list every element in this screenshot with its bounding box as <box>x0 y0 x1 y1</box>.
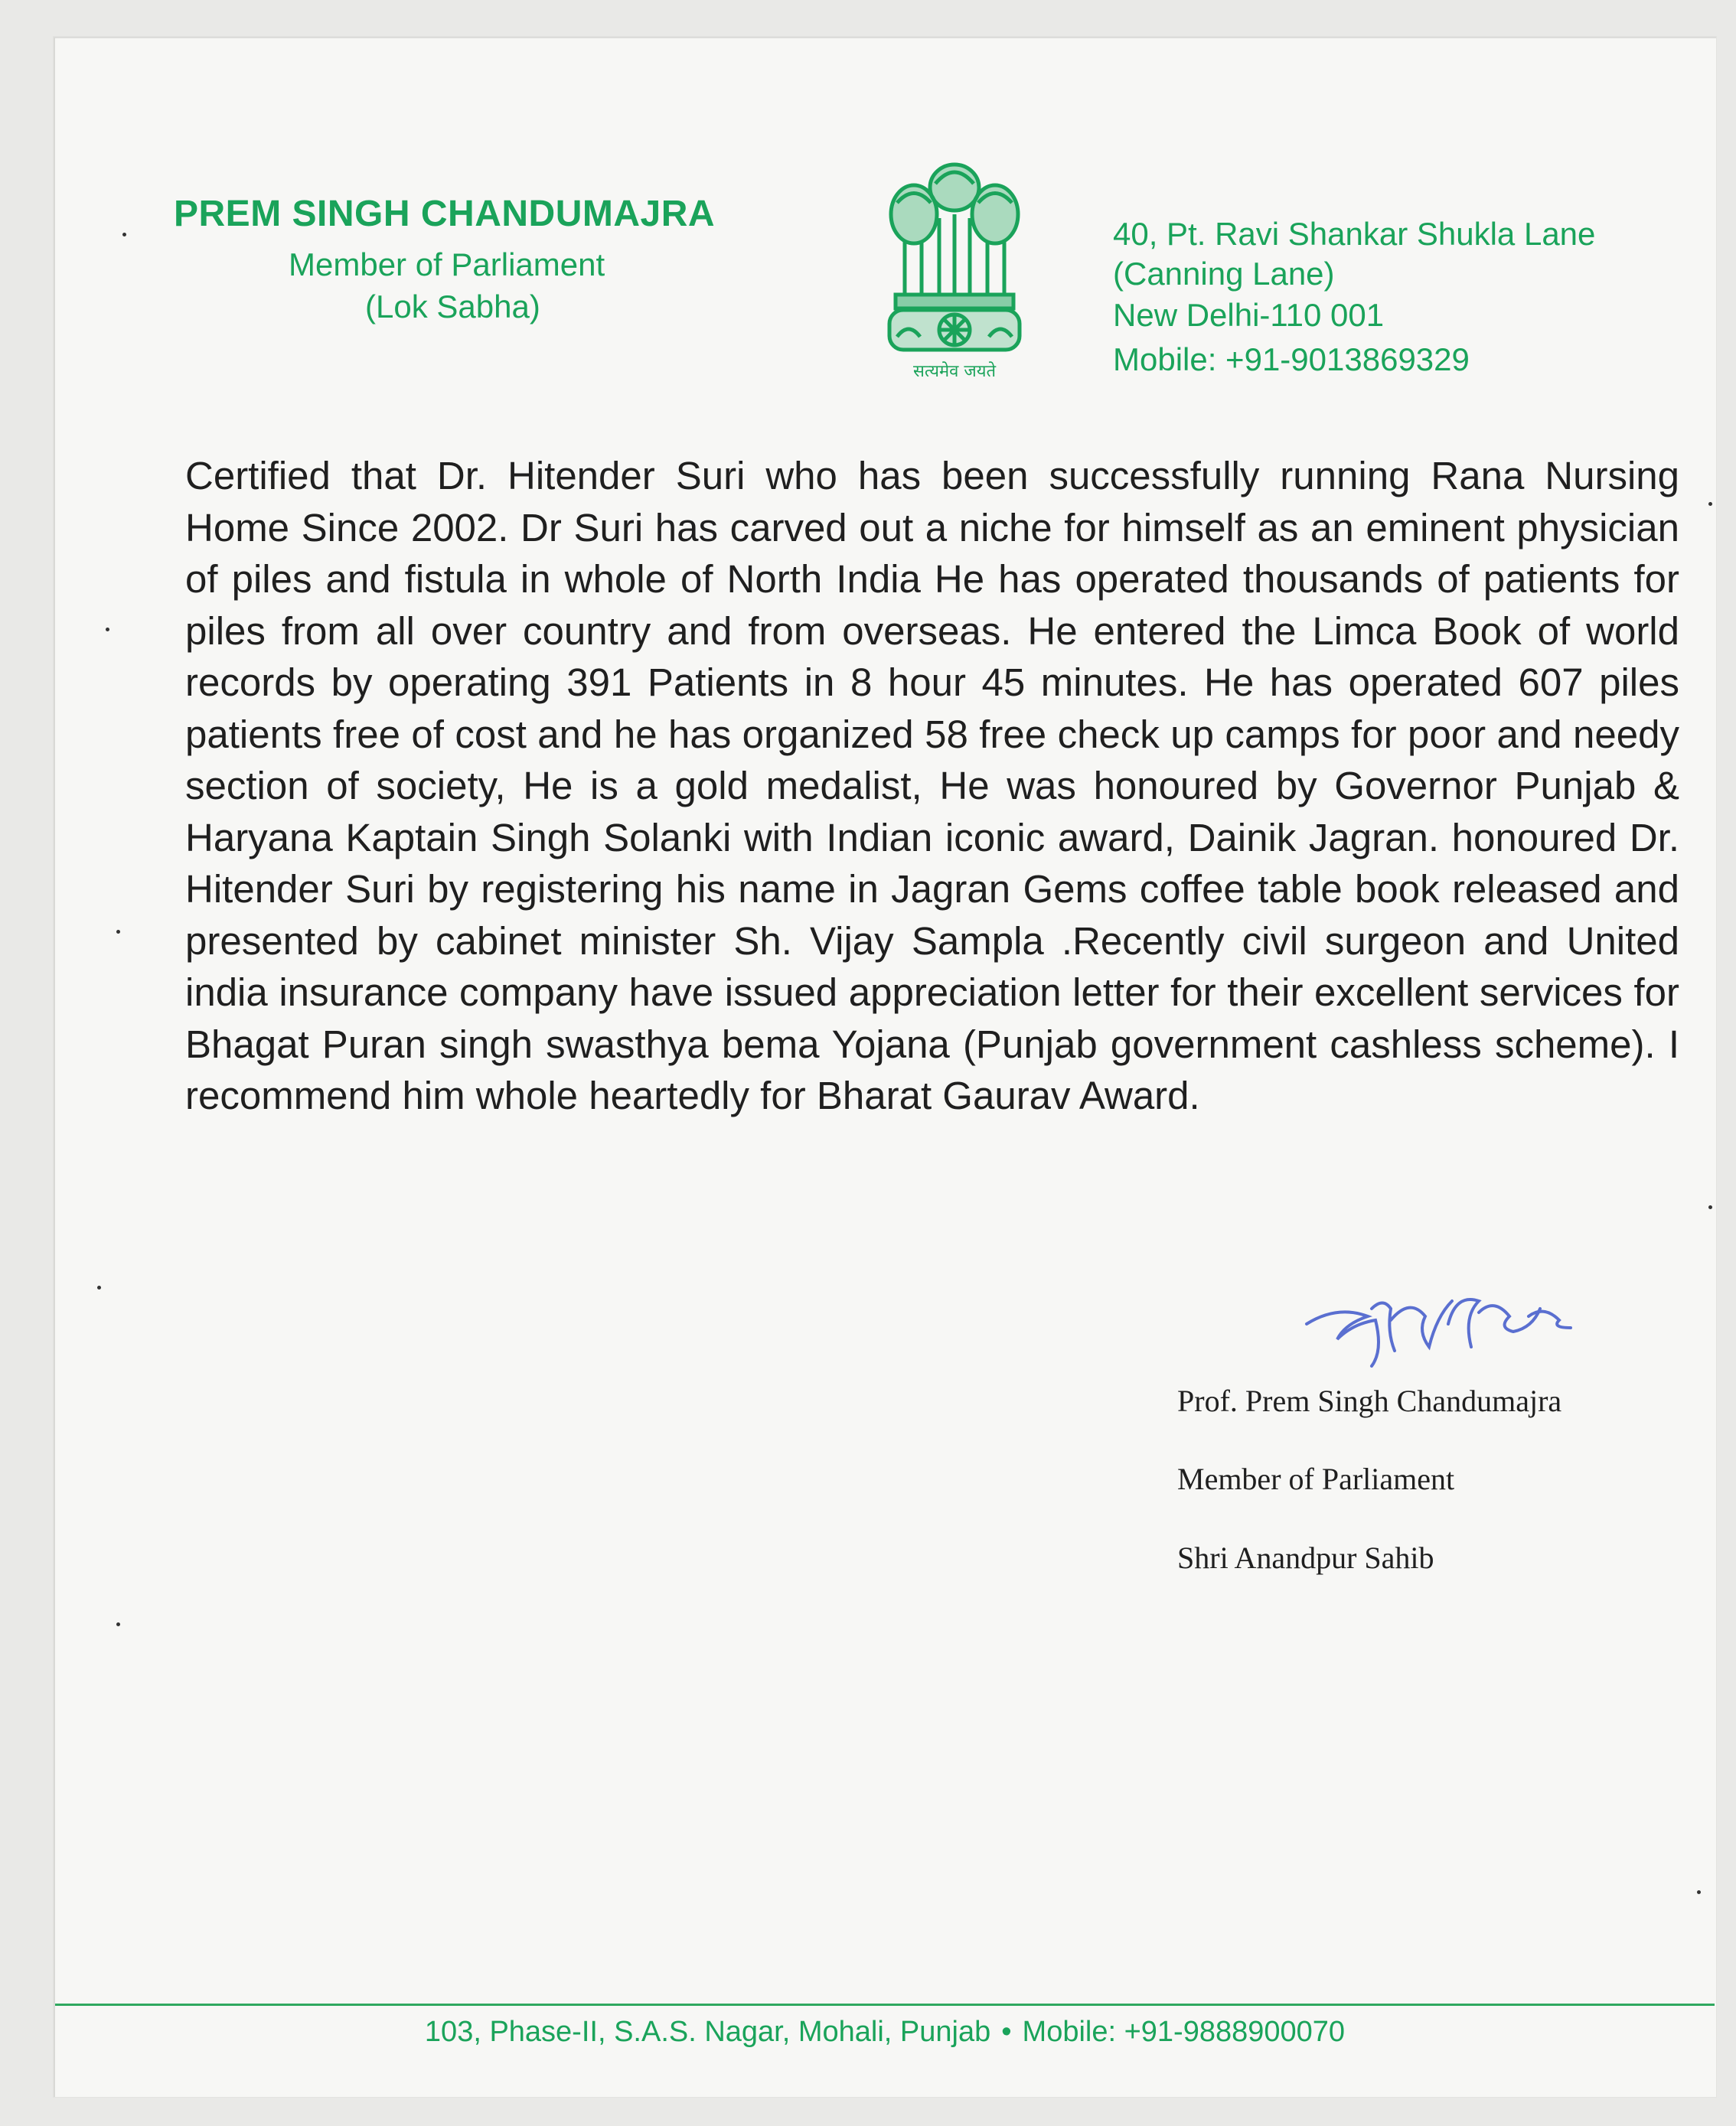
footer-address: 103, Phase-II, S.A.S. Nagar, Mohali, Punjab <box>424 2016 991 2048</box>
sender-name: PREM SINGH CHANDUMAJRA <box>174 194 716 234</box>
handwritten-signature <box>1299 1278 1590 1378</box>
scan-speck <box>1697 1890 1701 1894</box>
signatory-constituency: Shri Anandpur Sahib <box>1177 1541 1434 1575</box>
address-line-3: New Delhi-110 001 <box>1113 297 1385 333</box>
delhi-mobile: Mobile: +91-9013869329 <box>1113 341 1470 377</box>
certificate-body: Certified that Dr. Hitender Suri who has been successfully running Rana Nursing Home Since 2002. Dr Suri has carved out a niche for himself as an eminent physician of piles and fistula in whole of North India He has operated thousands of patients for piles from all over country and from overseas. He entered the Limca Book of world records by operating 391 Patients in 8 hour 45 minutes. He has operated 607 piles patients free of cost and he has organized 58 free check up camps for poor and needy section of society, He is a gold medalist, He was honoured by Governor Punjab & Haryana Kaptain Singh Solanki with Indian iconic award, Dainik Jagran. honoured Dr. Hitender Suri by registering his name in Jagran Gems coffee table book released and presented by cabinet minister Sh. Vijay Sampla .Recently civil surgeon and United india insurance company have issued appreciation letter for their excellent services for Bhagat Puran singh swasthya bema Yojana (Punjab government cashless scheme). I recommend him whole heartedly for Bharat Gaurav Award. <box>185 454 1679 1117</box>
sender-house: (Lok Sabha) <box>365 289 540 324</box>
footer-divider <box>55 2004 1715 2006</box>
scan-speck <box>106 628 109 631</box>
scan-speck <box>97 1286 101 1290</box>
scan-speck <box>122 233 126 236</box>
address-line-1: 40, Pt. Ravi Shankar Shukla Lane <box>1113 216 1596 252</box>
scan-speck <box>1708 502 1712 506</box>
signatory-title: Member of Parliament <box>1177 1462 1455 1496</box>
emblem-motto: सत्यमेव जयते <box>912 362 997 381</box>
footer-mobile: Mobile: +91-9888900070 <box>1022 2016 1346 2048</box>
footer-separator: • <box>1001 2016 1012 2048</box>
scan-speck <box>1708 1205 1712 1209</box>
scan-speck <box>116 930 120 934</box>
scan-speck <box>116 1622 120 1626</box>
signatory-name: Prof. Prem Singh Chandumajra <box>1177 1384 1562 1418</box>
address-line-2: (Canning Lane) <box>1113 256 1335 292</box>
footer-contact <box>55 2016 1715 2049</box>
national-emblem-icon <box>874 153 1035 383</box>
sender-role: Member of Parliament <box>289 246 605 282</box>
letter-sheet <box>54 37 1716 2097</box>
